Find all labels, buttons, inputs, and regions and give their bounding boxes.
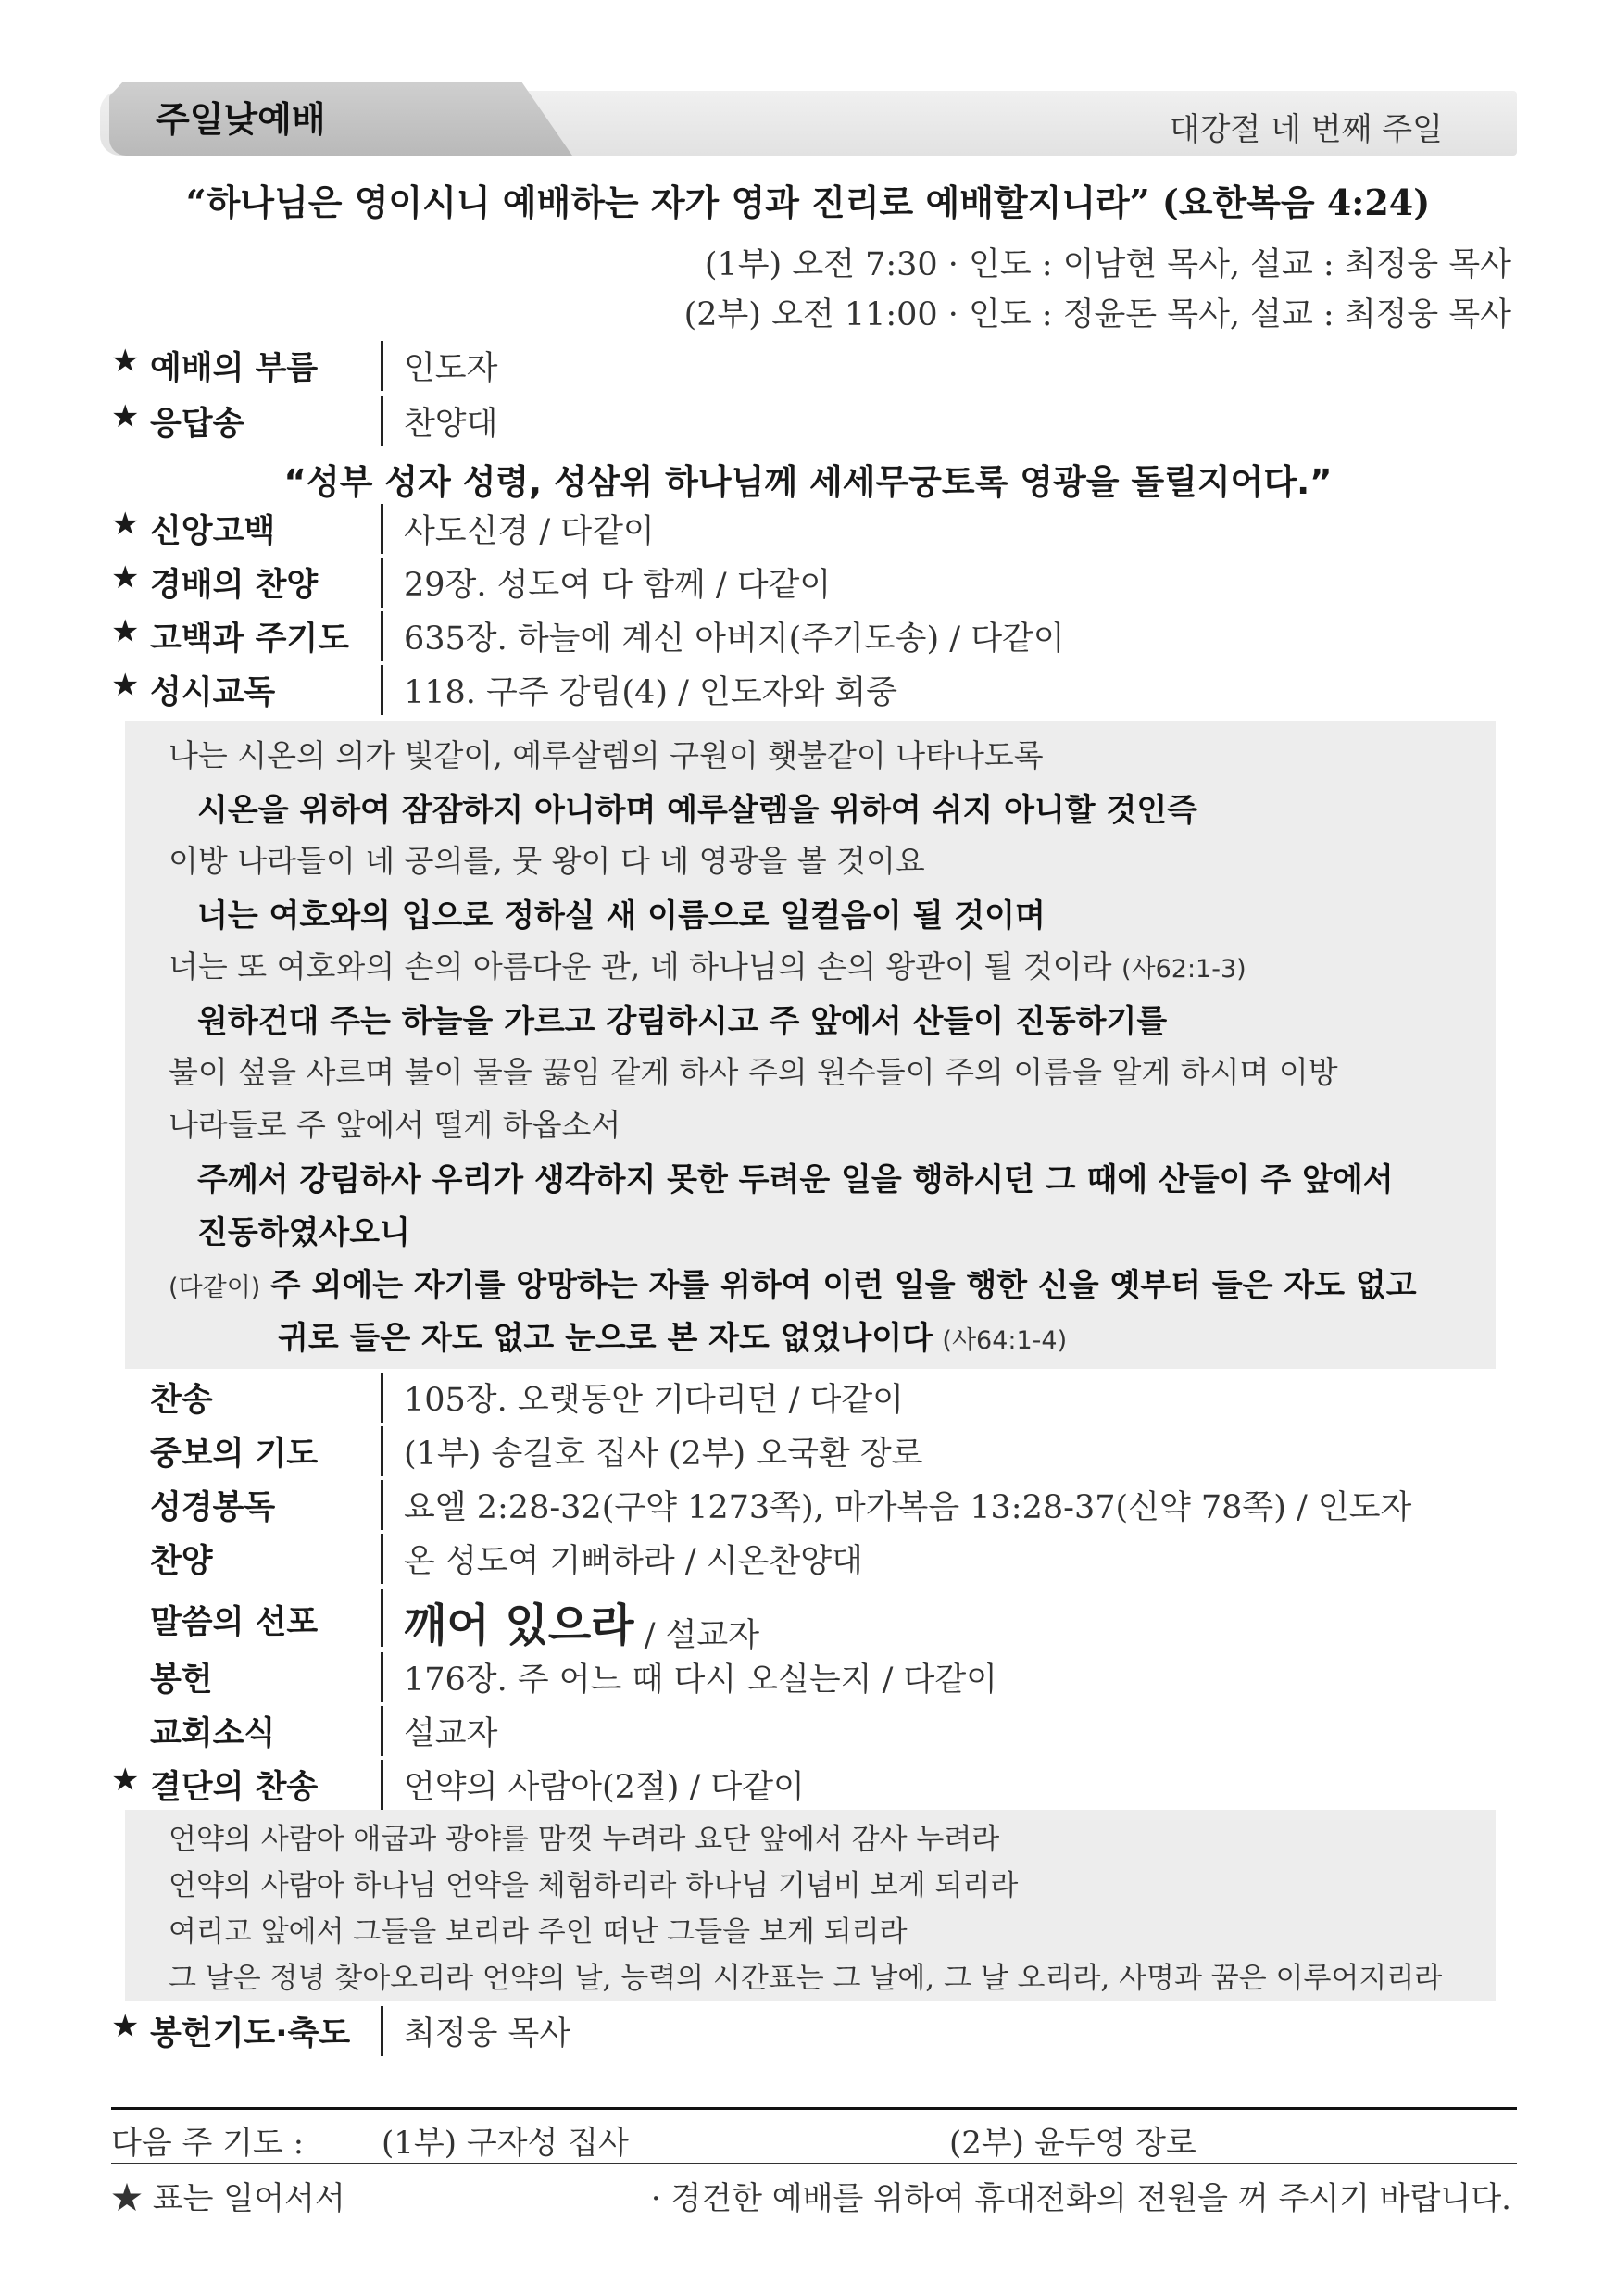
star-icon: ★ xyxy=(111,1762,140,1799)
divider-line xyxy=(381,558,383,608)
footer-divider xyxy=(111,2107,1517,2110)
order-label: 봉헌기도·축도 xyxy=(150,2015,351,2052)
divider-line xyxy=(381,1480,383,1530)
divider-line xyxy=(381,341,383,391)
order-value: 최정웅 목사 xyxy=(404,2015,571,2052)
reading-line-together xyxy=(169,1260,1417,1305)
next-week-label: 다음 주 기도 : xyxy=(111,2125,305,2162)
star-icon: ★ xyxy=(111,667,140,704)
service-time-first: (1부) 오전 7:30 · 인도 : 이남현 목사, 설교 : 최정웅 목사 xyxy=(704,246,1511,283)
order-value: 176장. 주 어느 때 다시 오실는지 / 다같이 xyxy=(404,1662,997,1699)
order-label: 고백과 주기도 xyxy=(150,621,350,658)
reading-line-leader: 불이 섶을 사르며 불이 물을 끓임 같게 하사 주의 원수들이 주의 이름을 알게 하시며 이방 xyxy=(169,1054,1338,1090)
reading-line-leader: 나는 시온의 의가 빛같이, 예루살렘의 구원이 횃불같이 나타나도록 xyxy=(169,737,1044,773)
reading-line-together xyxy=(278,1312,1067,1358)
order-label: 중보의 기도 xyxy=(150,1436,319,1473)
divider-line xyxy=(381,396,383,446)
sermon-title: 깨어 있으라 xyxy=(404,1600,634,1651)
hymn-lyrics-box xyxy=(125,1810,1496,2001)
order-label: 응답송 xyxy=(150,406,244,443)
order-value: 29장. 성도여 다 함께 / 다같이 xyxy=(404,567,832,604)
order-label: 결단의 찬송 xyxy=(150,1769,319,1806)
order-row-confession xyxy=(111,613,1519,663)
divider-line xyxy=(381,1534,383,1584)
divider-line xyxy=(381,504,383,554)
star-icon: ★ xyxy=(111,559,140,596)
hymn-lyric-line: 언약의 사람아 애굽과 광야를 맘껏 누려라 요단 앞에서 감사 누려라 xyxy=(169,1823,1000,1856)
hymn-lyric-line: 그 날은 정녕 찾아오리라 언약의 날, 능력의 시간표는 그 날에, 그 날 오리라, 사명과 꿈은 이루어지리라 xyxy=(169,1962,1443,1995)
order-row-creed xyxy=(111,506,1519,556)
reading-line-congregation: 진동하였사오니 xyxy=(197,1214,410,1251)
service-time-second: (2부) 오전 11:00 · 인도 : 정윤돈 목사, 설교 : 최정웅 목사 xyxy=(683,296,1511,333)
divider-line xyxy=(381,1706,383,1756)
order-label: 봉헌 xyxy=(150,1662,213,1699)
scripture-reference: (사64:1-4) xyxy=(942,1326,1068,1355)
order-value: 요엘 2:28-32(구약 1273쪽), 마가복음 13:28-37(신약 78쪽) / 인도자 xyxy=(404,1489,1412,1526)
order-value: 언약의 사람아(2절) / 다같이 xyxy=(404,1769,805,1806)
order-value: 찬양대 xyxy=(404,406,498,443)
order-label: 예배의 부름 xyxy=(150,350,319,387)
order-row-response-song xyxy=(111,398,1519,448)
order-value: 635장. 하늘에 계신 아버지(주기도송) / 다같이 xyxy=(404,621,1065,658)
hymn-lyric-line: 언약의 사람아 하나님 언약을 체험하리라 하나님 기념비 보게 되리라 xyxy=(169,1869,1019,1902)
star-icon: ★ xyxy=(111,506,140,543)
order-value: 105장. 오랫동안 기다리던 / 다같이 xyxy=(404,1382,904,1419)
order-label: 경배의 찬양 xyxy=(150,567,319,604)
reading-text: 너는 또 여호와의 손의 아름다운 관, 네 하나님의 손의 왕관이 될 것이라 xyxy=(169,948,1112,985)
scripture-reference: (사62:1-3) xyxy=(1121,955,1246,984)
reading-line-leader xyxy=(169,943,1246,986)
order-value: 온 성도여 기뻐하라 / 시온찬양대 xyxy=(404,1543,863,1580)
order-label: 성시교독 xyxy=(150,674,276,711)
order-row-intercession xyxy=(111,1428,1519,1478)
order-row-offering xyxy=(111,1654,1519,1704)
divider-line xyxy=(381,611,383,661)
order-label: 찬송 xyxy=(150,1382,213,1419)
hymn-lyric-line: 여리고 앞에서 그들을 보리라 주인 떠난 그들을 보게 되리라 xyxy=(169,1915,908,1949)
order-row-anthem xyxy=(111,1536,1519,1586)
standing-note: ★ 표는 일어서서 xyxy=(111,2180,345,2217)
order-row-sermon xyxy=(111,1591,1519,1654)
next-week-second-service: (2부) 윤두영 장로 xyxy=(949,2125,1196,2162)
order-row-benediction xyxy=(111,2008,1519,2058)
reading-line-congregation: 원하건대 주는 하늘을 가르고 강림하시고 주 앞에서 산들이 진동하기를 xyxy=(197,1003,1168,1040)
order-row-responsive-reading xyxy=(111,667,1519,717)
star-icon: ★ xyxy=(111,398,140,435)
divider-line xyxy=(381,1373,383,1423)
order-label: 교회소식 xyxy=(150,1715,276,1752)
order-value: 118. 구주 강림(4) / 인도자와 회중 xyxy=(404,674,898,711)
divider-line xyxy=(381,1426,383,1476)
order-row-hymn-of-praise xyxy=(111,559,1519,609)
order-row-hymn-of-decision xyxy=(111,1762,1519,1812)
star-icon: ★ xyxy=(111,343,140,380)
order-label: 신앙고백 xyxy=(150,513,276,550)
divider-line xyxy=(381,665,383,715)
section-title: 주일낮예배 xyxy=(156,99,326,140)
phone-note: · 경건한 예배를 위하여 휴대전화의 전원을 꺼 주시기 바랍니다. xyxy=(650,2180,1511,2217)
order-row-call-to-worship xyxy=(111,343,1519,393)
together-marker: (다같이) xyxy=(169,1273,261,1302)
reading-line-congregation: 너는 여호와의 입으로 정하실 새 이름으로 일컬음이 될 것이며 xyxy=(197,897,1046,935)
divider-line xyxy=(381,1760,383,1810)
sermon-suffix: / 설교자 xyxy=(644,1617,760,1654)
reading-line-leader: 나라들로 주 앞에서 떨게 하옵소서 xyxy=(169,1107,621,1143)
footer-divider xyxy=(111,2163,1517,2164)
reading-text: 주 외에는 자기를 앙망하는 자를 위하여 이런 일을 행한 신을 옛부터 들은 자도 없고 xyxy=(269,1267,1417,1304)
reading-line-congregation: 주께서 강림하사 우리가 생각하지 못한 두려운 일을 행하시던 그 때에 산들이 주 앞에서 xyxy=(197,1161,1394,1198)
theme-verse: “하나님은 영이시니 예배하는 자가 영과 진리로 예배할지니라” (요한복음 4:24) xyxy=(185,182,1431,223)
divider-line xyxy=(381,1589,383,1647)
order-value: 사도신경 / 다같이 xyxy=(404,513,655,550)
order-label: 성경봉독 xyxy=(150,1489,276,1526)
order-row-announcements xyxy=(111,1708,1519,1758)
order-value: 인도자 xyxy=(404,350,498,387)
responsive-reading-box xyxy=(125,721,1496,1369)
divider-line xyxy=(381,1652,383,1702)
section-header xyxy=(100,82,1517,156)
order-label: 말씀의 선포 xyxy=(150,1604,319,1641)
reading-line-congregation: 시온을 위하여 잠잠하지 아니하며 예루살렘을 위하여 쉬지 아니할 것인즉 xyxy=(197,792,1198,829)
divider-line xyxy=(381,2006,383,2056)
order-value: (1부) 송길호 집사 (2부) 오국환 장로 xyxy=(404,1436,923,1473)
order-value xyxy=(404,1595,759,1659)
liturgical-week: 대강절 네 번째 주일 xyxy=(1169,111,1443,148)
order-row-hymn xyxy=(111,1374,1519,1424)
next-week-first-service: (1부) 구자성 집사 xyxy=(382,2125,629,2162)
order-value: 설교자 xyxy=(404,1715,498,1752)
star-icon: ★ xyxy=(111,2008,140,2045)
order-label: 찬양 xyxy=(150,1543,213,1580)
reading-line-leader: 이방 나라들이 네 공의를, 뭇 왕이 다 네 영광을 볼 것이요 xyxy=(169,843,925,879)
order-row-scripture xyxy=(111,1482,1519,1532)
star-icon: ★ xyxy=(111,613,140,650)
reading-text: 귀로 들은 자도 없고 눈으로 본 자도 없었나이다 xyxy=(278,1320,933,1357)
response-text: “성부 성자 성령, 성삼위 하나님께 세세무궁토록 영광을 돌릴지어다.” xyxy=(283,462,1333,502)
